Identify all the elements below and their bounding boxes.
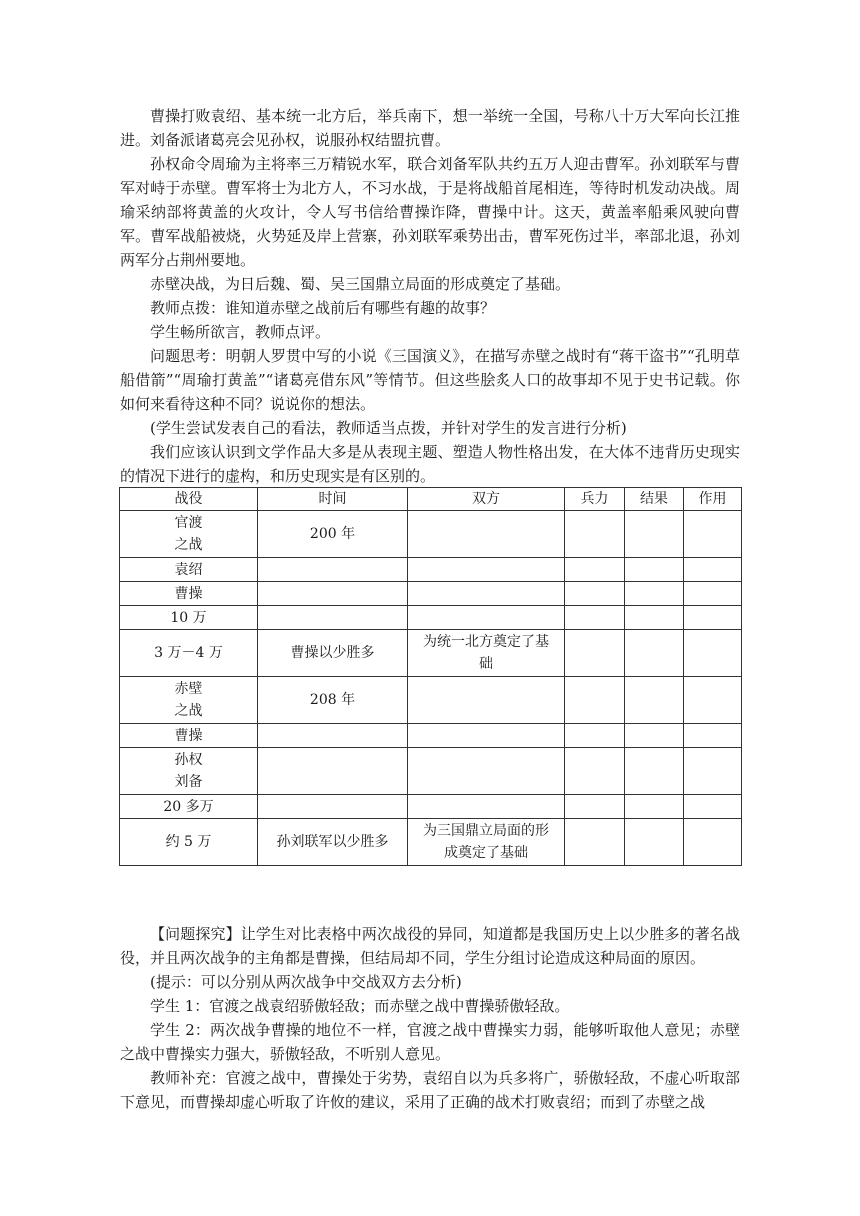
table-cell: 赤壁 之战 xyxy=(120,677,258,724)
paragraph: 学生畅所欲言，教师点评。 xyxy=(150,323,331,341)
table-row xyxy=(120,606,742,630)
table-row xyxy=(120,511,742,558)
table-cell: 10 万 xyxy=(120,606,258,630)
table-cell xyxy=(684,511,742,558)
table-cell xyxy=(258,582,408,606)
table-cell: 为三国鼎立局面的形 成奠定了基础 xyxy=(408,819,565,866)
table-cell xyxy=(684,724,742,748)
table-cell xyxy=(565,630,625,677)
table-cell: 曹操以少胜多 xyxy=(258,630,408,677)
paragraph: (学生尝试发表自己的看法，教师适当点拨，并针对学生的发言进行分析) xyxy=(150,419,627,437)
table-row xyxy=(120,558,742,582)
table-cell xyxy=(684,630,742,677)
table-body xyxy=(120,511,742,866)
paragraph: 曹操打败袁绍、基本统一北方后，举兵南下，想一举统一全国，号称八十万大军向长江推进。刘备派诸葛亮会见孙权，说服孙权结盟抗曹。 xyxy=(120,107,740,149)
paragraph: 赤壁决战，为日后魏、蜀、吴三国鼎立局面的形成奠定了基础。 xyxy=(150,275,571,293)
table-cell xyxy=(408,511,565,558)
inquiry-text xyxy=(120,922,740,1114)
table-cell xyxy=(684,819,742,866)
battle-comparison-table xyxy=(119,487,742,866)
paragraph: (提示：可以分别从两次战争中交战双方去分析) xyxy=(150,973,462,991)
table-cell: 20 多万 xyxy=(120,795,258,819)
header-cell: 战役 xyxy=(120,488,258,511)
table-row xyxy=(120,748,742,795)
table-cell: 约 5 万 xyxy=(120,819,258,866)
header-cell: 兵力 xyxy=(565,488,625,511)
table-row xyxy=(120,819,742,866)
table-cell xyxy=(565,795,625,819)
table-cell xyxy=(684,582,742,606)
table-cell xyxy=(408,558,565,582)
table-header-row xyxy=(120,488,742,511)
header-cell: 双方 xyxy=(408,488,565,511)
table-cell xyxy=(565,558,625,582)
intro-text xyxy=(120,104,740,488)
table-cell: 为统一北方奠定了基 础 xyxy=(408,630,565,677)
paragraph: 孙权命令周瑜为主将率三万精锐水军，联合刘备军队共约五万人迎击曹军。孙刘联军与曹军对峙于赤壁。曹军将士为北方人，不习水战，于是将战船首尾相连，等待时机发动决战。周瑜采纳部将黄盖的火攻计，令人写书信给曹操诈降，曹操中计。这天，黄盖率船乘风驶向曹军。曹军战船被烧，火势延及岸上营寨，孙刘联军乘势出击，曹军死伤过半，率部北退，孙刘两军分占荆州要地。 xyxy=(120,155,740,269)
table-row xyxy=(120,677,742,724)
table-cell xyxy=(258,748,408,795)
table-cell: 孙权 刘备 xyxy=(120,748,258,795)
table-cell xyxy=(625,724,684,748)
table-cell xyxy=(408,795,565,819)
table-cell xyxy=(625,677,684,724)
table-cell xyxy=(684,795,742,819)
table-cell: 208 年 xyxy=(258,677,408,724)
table-row xyxy=(120,630,742,677)
table-cell xyxy=(408,748,565,795)
table-cell xyxy=(625,511,684,558)
paragraph: 【问题探究】让学生对比表格中两次战役的异同，知道都是我国历史上以少胜多的著名战役，并且两次战争的主角都是曹操，但结局却不同，学生分组讨论造成这种局面的原因。 xyxy=(120,925,740,967)
table-row xyxy=(120,582,742,606)
table-cell xyxy=(625,795,684,819)
table-cell: 曹操 xyxy=(120,582,258,606)
paragraph: 我们应该认识到文学作品大多是从表现主题、塑造人物性格出发，在大体不违背历史现实的情况下进行的虚构，和历史现实是有区别的。 xyxy=(120,443,740,485)
table-cell: 孙刘联军以少胜多 xyxy=(258,819,408,866)
table-cell: 袁绍 xyxy=(120,558,258,582)
table-cell xyxy=(625,558,684,582)
table-cell xyxy=(408,582,565,606)
table-cell xyxy=(565,582,625,606)
table-cell: 曹操 xyxy=(120,724,258,748)
table-cell: 官渡 之战 xyxy=(120,511,258,558)
table-cell xyxy=(625,819,684,866)
paragraph: 教师补充：官渡之战中，曹操处于劣势，袁绍自以为兵多将广，骄傲轻敌，不虚心听取部下意见，而曹操却虚心听取了许攸的建议，采用了正确的战术打败袁绍；而到了赤壁之战 xyxy=(120,1069,740,1111)
table-cell xyxy=(565,819,625,866)
table-cell xyxy=(565,724,625,748)
table-cell: 3 万－4 万 xyxy=(120,630,258,677)
table-cell xyxy=(684,677,742,724)
paragraph: 学生 1：官渡之战袁绍骄傲轻敌；而赤壁之战中曹操骄傲轻敌。 xyxy=(150,997,570,1015)
table-cell xyxy=(565,511,625,558)
table-row xyxy=(120,724,742,748)
header-cell: 时间 xyxy=(258,488,408,511)
table-cell xyxy=(625,630,684,677)
table-cell xyxy=(258,606,408,630)
table-cell xyxy=(408,606,565,630)
paragraph: 教师点拨：谁知道赤壁之战前后有哪些有趣的故事？ xyxy=(150,299,496,317)
table-cell xyxy=(408,724,565,748)
table-cell xyxy=(625,582,684,606)
paragraph: 问题思考：明朝人罗贯中写的小说《三国演义》，在描写赤壁之战时有“蒋干盗书”“孔明草船借箭”“周瑜打黄盖”“诸葛亮借东风”等情节。但这些脍炙人口的故事却不见于史书记载。你如何来看待这种不同？说说你的想法。 xyxy=(120,347,740,413)
table-cell xyxy=(565,677,625,724)
table-cell xyxy=(684,748,742,795)
table-row xyxy=(120,795,742,819)
table-cell xyxy=(258,724,408,748)
table-cell xyxy=(258,558,408,582)
table-cell xyxy=(408,677,565,724)
table-cell xyxy=(684,558,742,582)
table-cell xyxy=(625,748,684,795)
table-cell xyxy=(625,606,684,630)
header-cell: 结果 xyxy=(625,488,684,511)
table-cell: 200 年 xyxy=(258,511,408,558)
table-cell xyxy=(258,795,408,819)
header-cell: 作用 xyxy=(684,488,742,511)
table-cell xyxy=(565,606,625,630)
table-cell xyxy=(684,606,742,630)
paragraph: 学生 2：两次战争曹操的地位不一样，官渡之战中曹操实力弱，能够听取他人意见；赤壁之战中曹操实力强大，骄傲轻敌，不听别人意见。 xyxy=(120,1021,740,1063)
table-cell xyxy=(565,748,625,795)
